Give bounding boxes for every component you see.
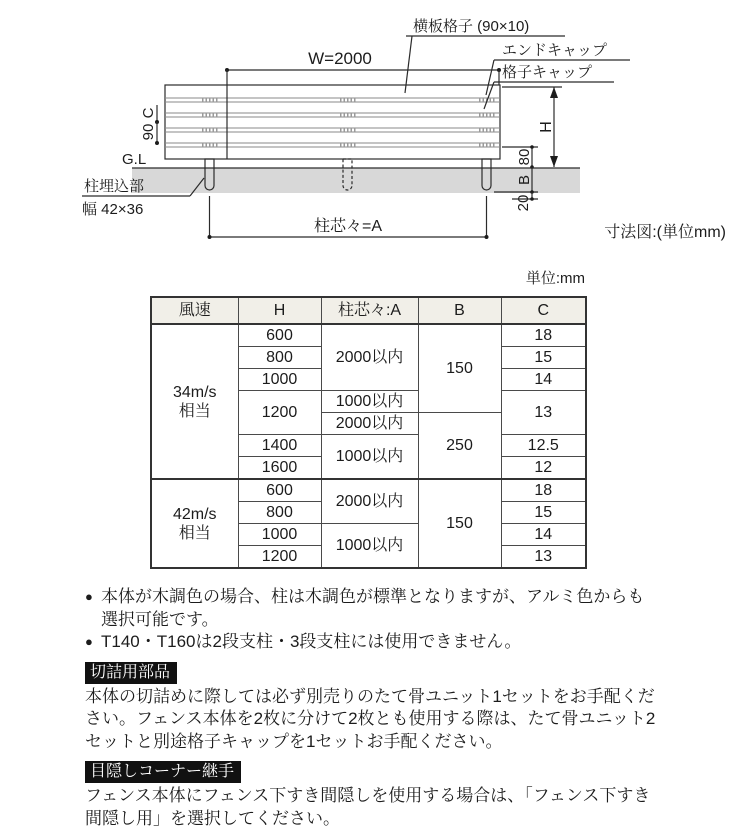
cell-a: 1000以内 xyxy=(321,391,418,413)
section-body-mekakushi-corner: フェンス本体にフェンス下すき間隠しを使用する場合は、「フェンス下すき間隠し用」を選択してください。 xyxy=(85,786,651,828)
wind-speed-cell xyxy=(151,479,238,568)
eighty-dim-label: 80 xyxy=(516,148,533,166)
cell-c: 13 xyxy=(501,391,586,435)
header-a: 柱芯々:A xyxy=(321,297,418,324)
cell-b: 150 xyxy=(418,324,501,413)
bullet-icon: ● xyxy=(85,589,93,604)
section-title-kiritsume: 切詰用部品 xyxy=(85,662,177,684)
unit-note: 単位:mm xyxy=(525,270,585,287)
gl-label: G.L xyxy=(122,151,147,168)
ground-band xyxy=(132,168,580,193)
fence-panel xyxy=(165,85,500,159)
cell-a: 2000以内 xyxy=(321,324,418,391)
cell-a: 1000以内 xyxy=(321,524,418,569)
note-text: 本体が木調色の場合、柱は木調色が標準となりますが、アルミ色からも選択可能です。 xyxy=(101,587,645,629)
cell-c: 12.5 xyxy=(501,435,586,457)
h-dim-label: H xyxy=(538,121,555,133)
cell-c: 15 xyxy=(501,502,586,524)
cell-c: 13 xyxy=(501,546,586,569)
cell-b: 250 xyxy=(418,413,501,480)
cell-h: 1200 xyxy=(238,546,321,569)
post-embed-label: 柱埋込部 xyxy=(84,178,145,195)
cell-c: 15 xyxy=(501,347,586,369)
end-cap-label: エンドキャップ xyxy=(502,42,608,59)
cell-h: 600 xyxy=(238,479,321,502)
wind-suffix: 相当 xyxy=(178,402,211,420)
header-b: B xyxy=(418,297,501,324)
header-wind: 風速 xyxy=(151,297,238,324)
table-row xyxy=(151,479,586,502)
note-item xyxy=(85,586,657,631)
callout-grid-cap xyxy=(484,63,614,109)
post-pitch-label: 柱芯々=A xyxy=(313,218,383,235)
dimension-20 xyxy=(512,192,538,211)
post-embed-width-label: 幅 42×36 xyxy=(82,201,144,218)
cell-c: 14 xyxy=(501,369,586,391)
spec-table xyxy=(150,296,587,569)
b-dim-label: B xyxy=(516,174,533,186)
cell-h: 1400 xyxy=(238,435,321,457)
dimension-80 xyxy=(502,145,538,169)
bullet-icon: ● xyxy=(85,634,93,649)
board-gaps xyxy=(165,98,500,147)
c-dim-label: C xyxy=(140,107,157,119)
dimension-90 xyxy=(140,122,159,145)
board-label: 横板格子 (90×10) xyxy=(413,18,530,35)
table-header-row xyxy=(151,297,586,324)
cell-h: 1200 xyxy=(238,391,321,435)
dimension-c xyxy=(140,105,159,124)
section-title-mekakushi-corner: 目隠しコーナー継手 xyxy=(85,761,241,783)
cell-c: 14 xyxy=(501,524,586,546)
section-body-kiritsume: 本体の切詰めに際しては必ず別売りのたて骨ユニット1セットをお手配ください。フェンス本体を2枚に分けて2枚とも使用する際は、たて骨ユニット2セットと別途格子キャップを1セットお手配ください。 xyxy=(85,686,656,751)
wind-suffix: 相当 xyxy=(178,524,211,542)
header-h: H xyxy=(238,297,321,324)
ninety-dim-label: 90 xyxy=(140,123,157,141)
cell-b: 150 xyxy=(418,479,501,568)
note-text: T140・T160は2段支柱・3段支柱には使用できません。 xyxy=(101,632,522,651)
header-c: C xyxy=(501,297,586,324)
w-label: W=2000 xyxy=(308,49,372,68)
notes-and-sections xyxy=(85,586,657,830)
table-row xyxy=(151,324,586,347)
diagram-caption: 寸法図:(単位mm) xyxy=(604,224,726,241)
wind-value: 34m/s xyxy=(172,383,217,401)
cell-h: 1000 xyxy=(238,369,321,391)
cell-c: 12 xyxy=(501,457,586,480)
cell-a: 1000以内 xyxy=(321,435,418,480)
cell-h: 800 xyxy=(238,502,321,524)
cell-h: 1000 xyxy=(238,524,321,546)
wind-value: 42m/s xyxy=(172,505,217,523)
cell-c: 18 xyxy=(501,479,586,502)
cell-a: 2000以内 xyxy=(321,413,418,435)
wind-speed-cell xyxy=(151,324,238,479)
dimension-a xyxy=(208,196,489,239)
cell-h: 600 xyxy=(238,324,321,347)
post-hatch-ticks xyxy=(202,100,495,145)
twenty-dim-label: 20 xyxy=(515,194,532,212)
cell-h: 1600 xyxy=(238,457,321,480)
cell-c: 18 xyxy=(501,324,586,347)
fence-dimension-diagram xyxy=(0,0,740,262)
grid-cap-label: 格子キャップ xyxy=(502,64,593,81)
cell-h: 800 xyxy=(238,347,321,369)
note-item xyxy=(85,631,657,654)
cell-a: 2000以内 xyxy=(321,479,418,524)
